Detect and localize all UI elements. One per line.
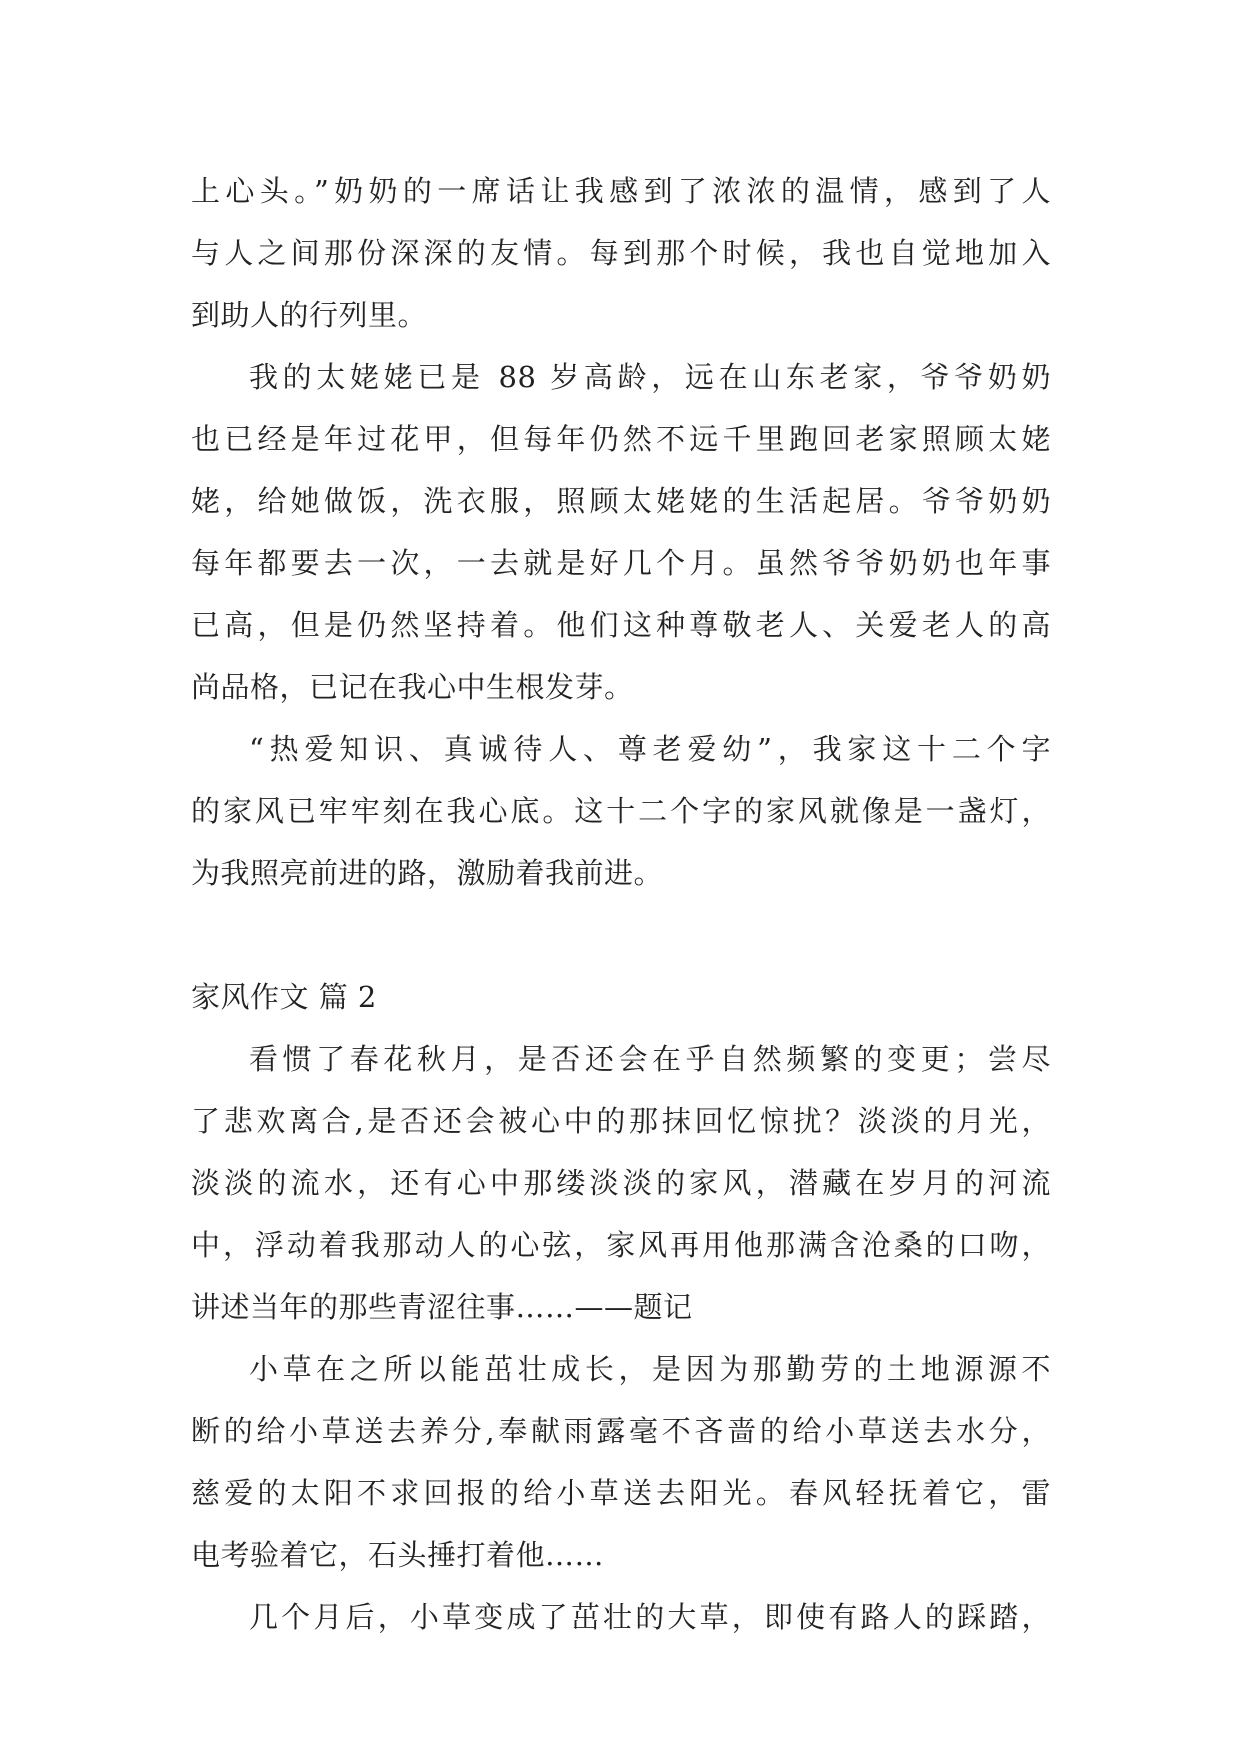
text-line: 看惯了春花秋月，是否还会在乎自然频繁的变更；尝尽 bbox=[249, 1042, 1051, 1076]
paragraph-continuation bbox=[191, 160, 1051, 346]
text-line: 讲述当年的那些青涩往事……——题记 bbox=[191, 1290, 693, 1324]
text-line: 断的给小草送去养分,奉献雨露毫不吝啬的给小草送去水分， bbox=[191, 1414, 1051, 1448]
text-line: 我的太姥姥已是 88 岁高龄，远在山东老家，爷爷奶奶 bbox=[249, 360, 1051, 394]
text-line: 电考验着它，石头捶打着他…… bbox=[191, 1538, 605, 1572]
paragraph-family-motto bbox=[191, 718, 1051, 904]
paragraph-great-grandmother bbox=[191, 346, 1051, 718]
text-line: 到助人的行列里。 bbox=[191, 298, 428, 332]
text-line: 也已经是年过花甲，但每年仍然不远千里跑回老家照顾太姥 bbox=[191, 422, 1051, 456]
text-line: 慈爱的太阳不求回报的给小草送去阳光。春风轻抚着它，雷 bbox=[191, 1476, 1051, 1510]
paragraph-months-later bbox=[191, 1586, 1051, 1648]
text-line: 为我照亮前进的路，激励着我前进。 bbox=[191, 856, 664, 890]
paragraph-little-grass bbox=[191, 1338, 1051, 1586]
text-line: 上心头。”奶奶的一席话让我感到了浓浓的温情，感到了人 bbox=[191, 174, 1051, 208]
text-line: 尚品格，已记在我心中生根发芽。 bbox=[191, 670, 634, 704]
text-line: 小草在之所以能茁壮成长，是因为那勤劳的土地源源不 bbox=[249, 1352, 1051, 1386]
text-line: “热爱知识、真诚待人、尊老爱幼”，我家这十二个字 bbox=[249, 732, 1051, 766]
text-line: 淡淡的流水，还有心中那缕淡淡的家风，潜藏在岁月的河流 bbox=[191, 1166, 1051, 1200]
text-line: 中，浮动着我那动人的心弦，家风再用他那满含沧桑的口吻， bbox=[191, 1228, 1051, 1262]
text-line: 的家风已牢牢刻在我心底。这十二个字的家风就像是一盏灯， bbox=[191, 794, 1051, 828]
text-line: 几个月后，小草变成了茁壮的大草，即使有路人的踩踏， bbox=[249, 1600, 1051, 1634]
section-title: 家风作文 篇 2 bbox=[191, 980, 377, 1014]
text-line: 与人之间那份深深的友情。每到那个时候，我也自觉地加入 bbox=[191, 236, 1051, 270]
text-line: 已高，但是仍然坚持着。他们这种尊敬老人、关爱老人的高 bbox=[191, 608, 1051, 642]
text-line: 了悲欢离合,是否还会被心中的那抹回忆惊扰？淡淡的月光， bbox=[191, 1104, 1051, 1138]
text-line: 姥，给她做饭，洗衣服，照顾太姥姥的生活起居。爷爷奶奶 bbox=[191, 484, 1051, 518]
text-column bbox=[191, 160, 1051, 1648]
paragraph-epigraph bbox=[191, 1028, 1051, 1338]
text-line: 每年都要去一次，一去就是好几个月。虽然爷爷奶奶也年事 bbox=[191, 546, 1051, 580]
section-gap bbox=[191, 904, 1051, 966]
